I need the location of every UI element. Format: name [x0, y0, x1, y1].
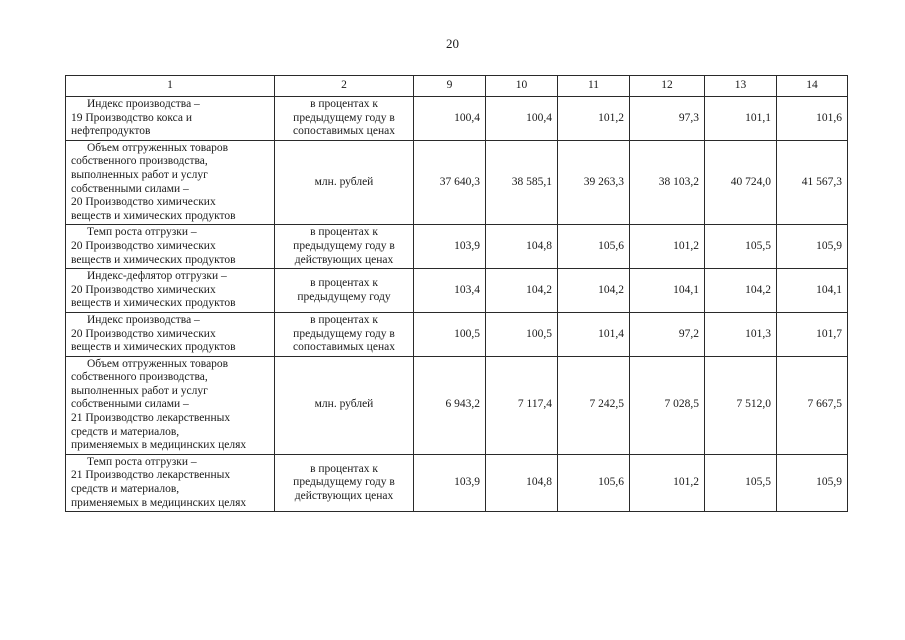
- table-row: [66, 97, 848, 141]
- value-cell: 39 263,3: [558, 140, 630, 225]
- value-cell: 101,7: [777, 312, 848, 356]
- unit-line: предыдущему году: [297, 290, 391, 303]
- value-cell: 101,4: [558, 312, 630, 356]
- indicator-line: выполненных работ и услуг: [71, 384, 208, 397]
- indicator-line: 19 Производство кокса и: [71, 111, 193, 124]
- value-cell: 105,6: [558, 454, 630, 511]
- unit-line: сопоставимых ценах: [293, 125, 395, 138]
- value-cell: 100,4: [414, 97, 486, 141]
- table-row: [66, 312, 848, 356]
- unit-cell: [275, 454, 414, 511]
- value-cell: 101,2: [558, 97, 630, 141]
- unit-line: в процентах к: [310, 226, 378, 239]
- indicator-line: нефтепродуктов: [71, 125, 151, 138]
- column-header: 1: [66, 76, 275, 97]
- value-cell: 97,2: [630, 312, 705, 356]
- indicator-line: веществ и химических продуктов: [71, 297, 236, 310]
- indicator-cell: [66, 97, 275, 141]
- indicator-line: веществ и химических продуктов: [71, 341, 236, 354]
- value-cell: 105,9: [777, 454, 848, 511]
- indicator-line: применяемых в медицинских целях: [71, 439, 247, 452]
- value-cell: 105,9: [777, 225, 848, 269]
- unit-line: сопоставимых ценах: [293, 341, 395, 354]
- indicator-line: Индекс-дефлятор отгрузки –: [87, 270, 227, 283]
- unit-line: действующих ценах: [294, 489, 394, 502]
- value-cell: 103,9: [414, 225, 486, 269]
- unit-line: предыдущему году в: [293, 476, 395, 489]
- indicator-line: Темп роста отгрузки –: [87, 455, 197, 468]
- unit-cell: [275, 225, 414, 269]
- value-cell: 40 724,0: [705, 140, 777, 225]
- unit-line: предыдущему году в: [293, 111, 395, 124]
- value-cell: 38 585,1: [486, 140, 558, 225]
- indicator-cell: [66, 356, 275, 454]
- value-cell: 103,9: [414, 454, 486, 511]
- value-cell: 104,2: [558, 269, 630, 313]
- indicator-line: Индекс производства –: [87, 313, 200, 326]
- column-header: 14: [777, 76, 848, 97]
- unit-line: действующих ценах: [294, 253, 394, 266]
- value-cell: 7 028,5: [630, 356, 705, 454]
- value-cell: 105,6: [558, 225, 630, 269]
- value-cell: 7 242,5: [558, 356, 630, 454]
- indicator-line: веществ и химических продуктов: [71, 209, 236, 222]
- indicator-line: Темп роста отгрузки –: [87, 226, 197, 239]
- indicator-line: применяемых в медицинских целях: [71, 496, 247, 509]
- table-body: [66, 97, 848, 512]
- value-cell: 100,5: [486, 312, 558, 356]
- value-cell: 105,5: [705, 454, 777, 511]
- table-row: [66, 140, 848, 225]
- indicator-cell: [66, 269, 275, 313]
- column-header: 12: [630, 76, 705, 97]
- unit-cell: [275, 312, 414, 356]
- indicator-line: собственного производства,: [71, 371, 208, 384]
- table-row: [66, 225, 848, 269]
- value-cell: 7 512,0: [705, 356, 777, 454]
- unit-cell: [275, 269, 414, 313]
- indicator-line: средств и материалов,: [71, 425, 180, 438]
- value-cell: 104,2: [705, 269, 777, 313]
- value-cell: 37 640,3: [414, 140, 486, 225]
- indicator-line: выполненных работ и услуг: [71, 168, 208, 181]
- value-cell: 100,5: [414, 312, 486, 356]
- value-cell: 104,1: [777, 269, 848, 313]
- value-cell: 101,2: [630, 225, 705, 269]
- indicator-line: 21 Производство лекарственных: [71, 469, 231, 482]
- indicator-line: 20 Производство химических: [71, 283, 216, 296]
- unit-line: в процентах к: [310, 462, 378, 475]
- value-cell: 101,1: [705, 97, 777, 141]
- unit-line: в процентах к: [310, 313, 378, 326]
- indicator-line: 20 Производство химических: [71, 196, 216, 209]
- value-cell: 104,8: [486, 225, 558, 269]
- indicator-cell: [66, 454, 275, 511]
- indicator-cell: [66, 225, 275, 269]
- value-cell: 105,5: [705, 225, 777, 269]
- indicator-cell: [66, 140, 275, 225]
- unit-line: предыдущему году в: [293, 239, 395, 252]
- table-row: [66, 454, 848, 511]
- indicator-cell: [66, 312, 275, 356]
- value-cell: 103,4: [414, 269, 486, 313]
- value-cell: 100,4: [486, 97, 558, 141]
- value-cell: 7 117,4: [486, 356, 558, 454]
- column-header: 9: [414, 76, 486, 97]
- indicator-line: Объем отгруженных товаров: [87, 357, 229, 370]
- table-row: [66, 269, 848, 313]
- value-cell: 101,2: [630, 454, 705, 511]
- indicator-line: Объем отгруженных товаров: [87, 141, 229, 154]
- indicator-line: Индекс производства –: [87, 98, 200, 110]
- indicator-line: 20 Производство химических: [71, 327, 216, 340]
- unit-line: млн. рублей: [314, 175, 374, 188]
- value-cell: 41 567,3: [777, 140, 848, 225]
- column-header: 10: [486, 76, 558, 97]
- statistics-table: [65, 75, 848, 512]
- unit-line: предыдущему году в: [293, 327, 395, 340]
- value-cell: 101,6: [777, 97, 848, 141]
- page-number: 20: [446, 36, 459, 51]
- indicator-line: собственного производства,: [71, 155, 208, 168]
- value-cell: 97,3: [630, 97, 705, 141]
- column-header: 11: [558, 76, 630, 97]
- indicator-line: 21 Производство лекарственных: [71, 412, 231, 425]
- value-cell: 6 943,2: [414, 356, 486, 454]
- unit-line: в процентах к: [310, 276, 378, 289]
- value-cell: 104,1: [630, 269, 705, 313]
- header-row: [66, 76, 848, 97]
- indicator-line: собственными силами –: [71, 182, 189, 195]
- unit-cell: [275, 356, 414, 454]
- indicator-line: средств и материалов,: [71, 483, 180, 496]
- unit-line: млн. рублей: [314, 398, 374, 411]
- value-cell: 7 667,5: [777, 356, 848, 454]
- table-row: [66, 356, 848, 454]
- column-header: 2: [275, 76, 414, 97]
- indicator-line: веществ и химических продуктов: [71, 253, 236, 266]
- unit-cell: [275, 97, 414, 141]
- unit-line: в процентах к: [310, 98, 378, 110]
- value-cell: 101,3: [705, 312, 777, 356]
- value-cell: 104,2: [486, 269, 558, 313]
- column-header: 13: [705, 76, 777, 97]
- indicator-line: собственными силами –: [71, 398, 189, 411]
- unit-cell: [275, 140, 414, 225]
- value-cell: 38 103,2: [630, 140, 705, 225]
- indicator-line: 20 Производство химических: [71, 239, 216, 252]
- value-cell: 104,8: [486, 454, 558, 511]
